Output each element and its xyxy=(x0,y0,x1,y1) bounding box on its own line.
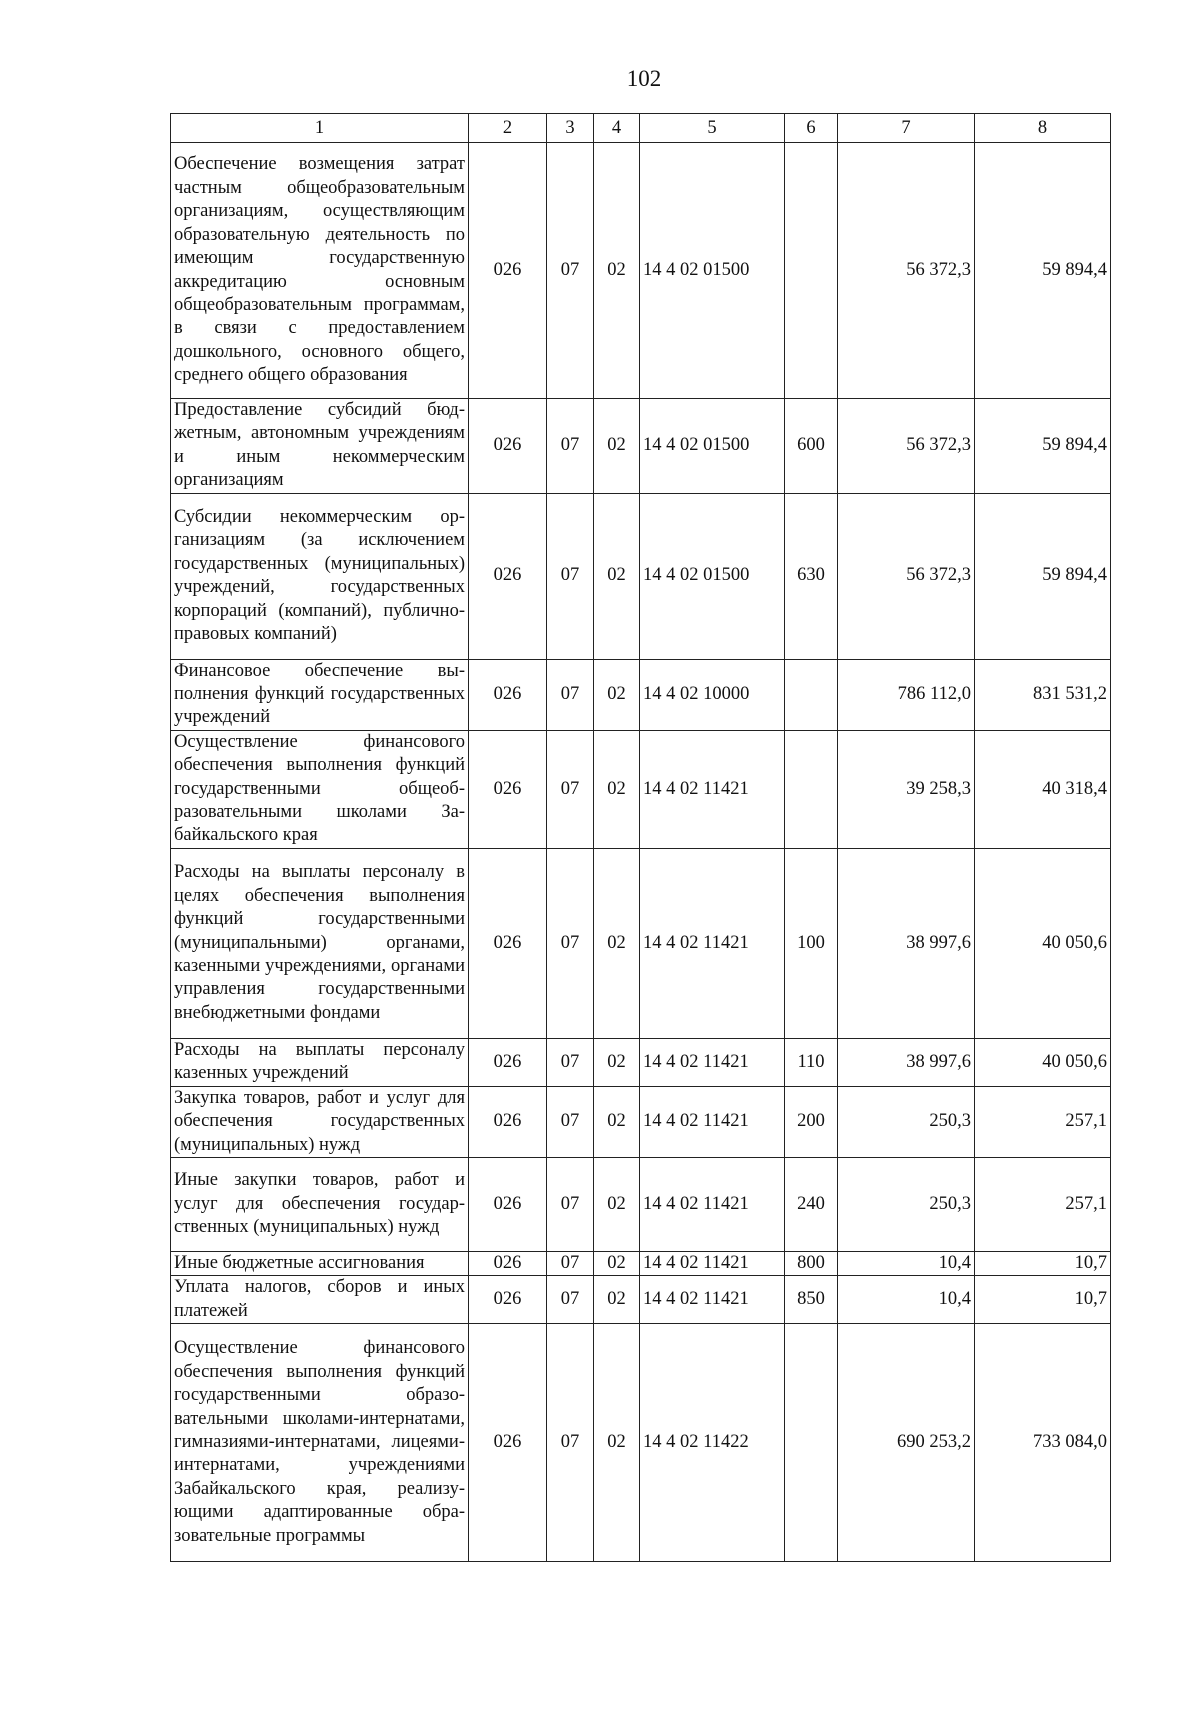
target-article-code: 14 4 02 11421 xyxy=(640,730,785,848)
target-article-code: 14 4 02 11421 xyxy=(640,1086,785,1157)
target-article-code: 14 4 02 11421 xyxy=(640,1251,785,1275)
amount-year-2: 40 050,6 xyxy=(975,1038,1111,1086)
ministry-code: 026 xyxy=(469,659,547,730)
amount-year-2: 59 894,4 xyxy=(975,493,1111,659)
section-code: 07 xyxy=(547,659,594,730)
amount-year-2: 59 894,4 xyxy=(975,143,1111,399)
column-header: 3 xyxy=(547,114,594,143)
ministry-code: 026 xyxy=(469,1251,547,1275)
amount-year-1: 250,3 xyxy=(838,1086,975,1157)
row-name: Осуществление финансового обеспечения выполнения функций государственными общеобразовательными школами Забайкальского края xyxy=(171,730,469,848)
column-header: 5 xyxy=(640,114,785,143)
table-row xyxy=(171,399,1111,494)
table-row xyxy=(171,848,1111,1038)
expense-type-code: 200 xyxy=(785,1086,838,1157)
subsection-code: 02 xyxy=(594,1276,640,1324)
target-article-code: 14 4 02 01500 xyxy=(640,143,785,399)
amount-year-1: 56 372,3 xyxy=(838,399,975,494)
section-code: 07 xyxy=(547,1157,594,1251)
subsection-code: 02 xyxy=(594,659,640,730)
expense-type-code: 800 xyxy=(785,1251,838,1275)
amount-year-2: 40 318,4 xyxy=(975,730,1111,848)
section-code: 07 xyxy=(547,1324,594,1562)
amount-year-2: 10,7 xyxy=(975,1251,1111,1275)
amount-year-1: 10,4 xyxy=(838,1251,975,1275)
row-name: Закупка товаров, работ и услуг для обеспечения государственных (муниципальных) нужд xyxy=(171,1086,469,1157)
subsection-code: 02 xyxy=(594,1157,640,1251)
section-code: 07 xyxy=(547,1038,594,1086)
ministry-code: 026 xyxy=(469,1086,547,1157)
expense-type-code xyxy=(785,1324,838,1562)
subsection-code: 02 xyxy=(594,848,640,1038)
amount-year-2: 831 531,2 xyxy=(975,659,1111,730)
row-name: Иные бюджетные ассигнования xyxy=(171,1251,469,1275)
target-article-code: 14 4 02 11421 xyxy=(640,1038,785,1086)
amount-year-1: 38 997,6 xyxy=(838,848,975,1038)
section-code: 07 xyxy=(547,1276,594,1324)
expense-type-code: 630 xyxy=(785,493,838,659)
column-header: 1 xyxy=(171,114,469,143)
amount-year-2: 10,7 xyxy=(975,1276,1111,1324)
column-header: 7 xyxy=(838,114,975,143)
table-row xyxy=(171,1086,1111,1157)
amount-year-1: 56 372,3 xyxy=(838,493,975,659)
page-number: 102 xyxy=(626,66,662,91)
expense-type-code xyxy=(785,730,838,848)
table-header-row xyxy=(171,114,1111,143)
target-article-code: 14 4 02 11421 xyxy=(640,1276,785,1324)
amount-year-1: 690 253,2 xyxy=(838,1324,975,1562)
ministry-code: 026 xyxy=(469,848,547,1038)
ministry-code: 026 xyxy=(469,399,547,494)
section-code: 07 xyxy=(547,143,594,399)
target-article-code: 14 4 02 01500 xyxy=(640,493,785,659)
amount-year-1: 38 997,6 xyxy=(838,1038,975,1086)
row-name: Расходы на выплаты персоналу в целях обеспечения выполнения функций государственными (муниципальными) органами, казенными учреждениями, органами управления государственными внебюджетными фондами xyxy=(171,848,469,1038)
table-row xyxy=(171,143,1111,399)
expense-type-code: 850 xyxy=(785,1276,838,1324)
ministry-code: 026 xyxy=(469,143,547,399)
target-article-code: 14 4 02 10000 xyxy=(640,659,785,730)
table-row xyxy=(171,1276,1111,1324)
ministry-code: 026 xyxy=(469,1324,547,1562)
section-code: 07 xyxy=(547,493,594,659)
subsection-code: 02 xyxy=(594,493,640,659)
amount-year-1: 786 112,0 xyxy=(838,659,975,730)
expense-type-code xyxy=(785,659,838,730)
section-code: 07 xyxy=(547,1251,594,1275)
subsection-code: 02 xyxy=(594,1324,640,1562)
table-row xyxy=(171,1157,1111,1251)
ministry-code: 026 xyxy=(469,1157,547,1251)
amount-year-2: 257,1 xyxy=(975,1157,1111,1251)
ministry-code: 026 xyxy=(469,493,547,659)
table-row xyxy=(171,1038,1111,1086)
column-header: 2 xyxy=(469,114,547,143)
amount-year-2: 59 894,4 xyxy=(975,399,1111,494)
ministry-code: 026 xyxy=(469,730,547,848)
table-row xyxy=(171,493,1111,659)
target-article-code: 14 4 02 11421 xyxy=(640,848,785,1038)
target-article-code: 14 4 02 01500 xyxy=(640,399,785,494)
target-article-code: 14 4 02 11421 xyxy=(640,1157,785,1251)
table-row xyxy=(171,1324,1111,1562)
row-name: Уплата налогов, сборов и иных платежей xyxy=(171,1276,469,1324)
row-name: Иные закупки товаров, работ и услуг для обеспечения государственных (муниципальных) нужд xyxy=(171,1157,469,1251)
section-code: 07 xyxy=(547,848,594,1038)
section-code: 07 xyxy=(547,399,594,494)
amount-year-1: 39 258,3 xyxy=(838,730,975,848)
subsection-code: 02 xyxy=(594,730,640,848)
amount-year-2: 733 084,0 xyxy=(975,1324,1111,1562)
column-header: 6 xyxy=(785,114,838,143)
column-header: 8 xyxy=(975,114,1111,143)
column-header: 4 xyxy=(594,114,640,143)
table-row xyxy=(171,1251,1111,1275)
subsection-code: 02 xyxy=(594,1251,640,1275)
subsection-code: 02 xyxy=(594,1086,640,1157)
table-row xyxy=(171,659,1111,730)
subsection-code: 02 xyxy=(594,143,640,399)
budget-table xyxy=(170,113,1111,1562)
section-code: 07 xyxy=(547,1086,594,1157)
ministry-code: 026 xyxy=(469,1038,547,1086)
section-code: 07 xyxy=(547,730,594,848)
row-name: Осуществление финансового обеспечения выполнения функций государственными образовательными школами-интернатами, гимназиями-интернатами, лицеями-интернатами, учреждениями Забайкальского края, реализующими адаптированные образовательные программы xyxy=(171,1324,469,1562)
subsection-code: 02 xyxy=(594,1038,640,1086)
table-row xyxy=(171,730,1111,848)
ministry-code: 026 xyxy=(469,1276,547,1324)
row-name: Расходы на выплаты персоналу казенных учреждений xyxy=(171,1038,469,1086)
expense-type-code: 600 xyxy=(785,399,838,494)
amount-year-1: 250,3 xyxy=(838,1157,975,1251)
subsection-code: 02 xyxy=(594,399,640,494)
expense-type-code xyxy=(785,143,838,399)
target-article-code: 14 4 02 11422 xyxy=(640,1324,785,1562)
amount-year-2: 257,1 xyxy=(975,1086,1111,1157)
amount-year-1: 10,4 xyxy=(838,1276,975,1324)
amount-year-2: 40 050,6 xyxy=(975,848,1111,1038)
row-name: Финансовое обеспечение выполнения функций государственных учреждений xyxy=(171,659,469,730)
row-name: Субсидии некоммерческим организациям (за исключением государственных (муниципальных) учреждений, государственных корпораций (компаний), публично-правовых компаний) xyxy=(171,493,469,659)
expense-type-code: 110 xyxy=(785,1038,838,1086)
expense-type-code: 240 xyxy=(785,1157,838,1251)
row-name: Обеспечение возмещения затрат частным общеобразовательным организациям, осуществляющим образовательную деятельность по имеющим государственную аккредитацию основным общеобразовательным программам, в связи с предоставлением дошкольного, основного общего, среднего общего образования xyxy=(171,143,469,399)
amount-year-1: 56 372,3 xyxy=(838,143,975,399)
expense-type-code: 100 xyxy=(785,848,838,1038)
row-name: Предоставление субсидий бюджетным, автономным учреждениям и иным некоммерческим организациям xyxy=(171,399,469,494)
